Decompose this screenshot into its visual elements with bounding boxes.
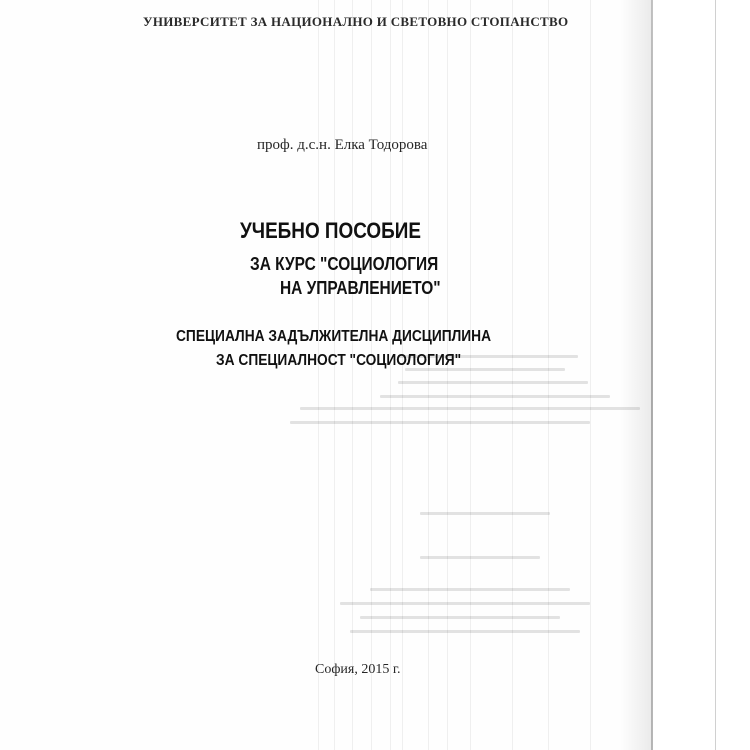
page-edge-shadow — [620, 0, 652, 750]
scan-streak — [590, 0, 591, 750]
bleed-through-line — [398, 381, 588, 384]
scan-streak — [428, 0, 429, 750]
scan-margin-line — [715, 0, 716, 750]
scan-streak — [447, 0, 448, 750]
bleed-through-line — [300, 407, 640, 410]
bleed-through-line — [360, 616, 560, 619]
scan-streak — [390, 0, 391, 750]
course-title-line-2: НА УПРАВЛЕНИЕТО" — [280, 278, 441, 298]
scan-streak — [318, 0, 319, 750]
scan-streak — [352, 0, 353, 750]
scan-streak — [512, 0, 513, 750]
bleed-through-line — [420, 512, 550, 515]
bleed-through-line — [370, 588, 570, 591]
scan-streak — [334, 0, 335, 750]
bleed-through-line — [290, 421, 590, 424]
author-name: проф. д.с.н. Елка Тодорова — [257, 137, 428, 153]
scan-margin — [652, 0, 750, 750]
scan-streak — [548, 0, 549, 750]
bleed-through-line — [380, 395, 610, 398]
bleed-through-line — [350, 630, 580, 633]
course-title-line-1: ЗА КУРС "СОЦИОЛОГИЯ — [250, 254, 439, 274]
discipline-line-2: ЗА СПЕЦИАЛНОСТ "СОЦИОЛОГИЯ" — [216, 352, 462, 369]
bleed-through-line — [420, 556, 540, 559]
scan-streak — [470, 0, 471, 750]
scan-streak — [371, 0, 372, 750]
scan-streak — [402, 0, 403, 750]
university-name: УНИВЕРСИТЕТ ЗА НАЦИОНАЛНО И СВЕТОВНО СТОПАНСТВО — [143, 14, 569, 29]
discipline-line-1: СПЕЦИАЛНА ЗАДЪЛЖИТЕЛНА ДИСЦИПЛИНА — [176, 328, 492, 345]
bleed-through-line — [340, 602, 590, 605]
document-title: УЧЕБНО ПОСОБИЕ — [240, 218, 421, 243]
page-edge-line — [651, 0, 653, 750]
place-and-year: София, 2015 г. — [315, 662, 401, 677]
